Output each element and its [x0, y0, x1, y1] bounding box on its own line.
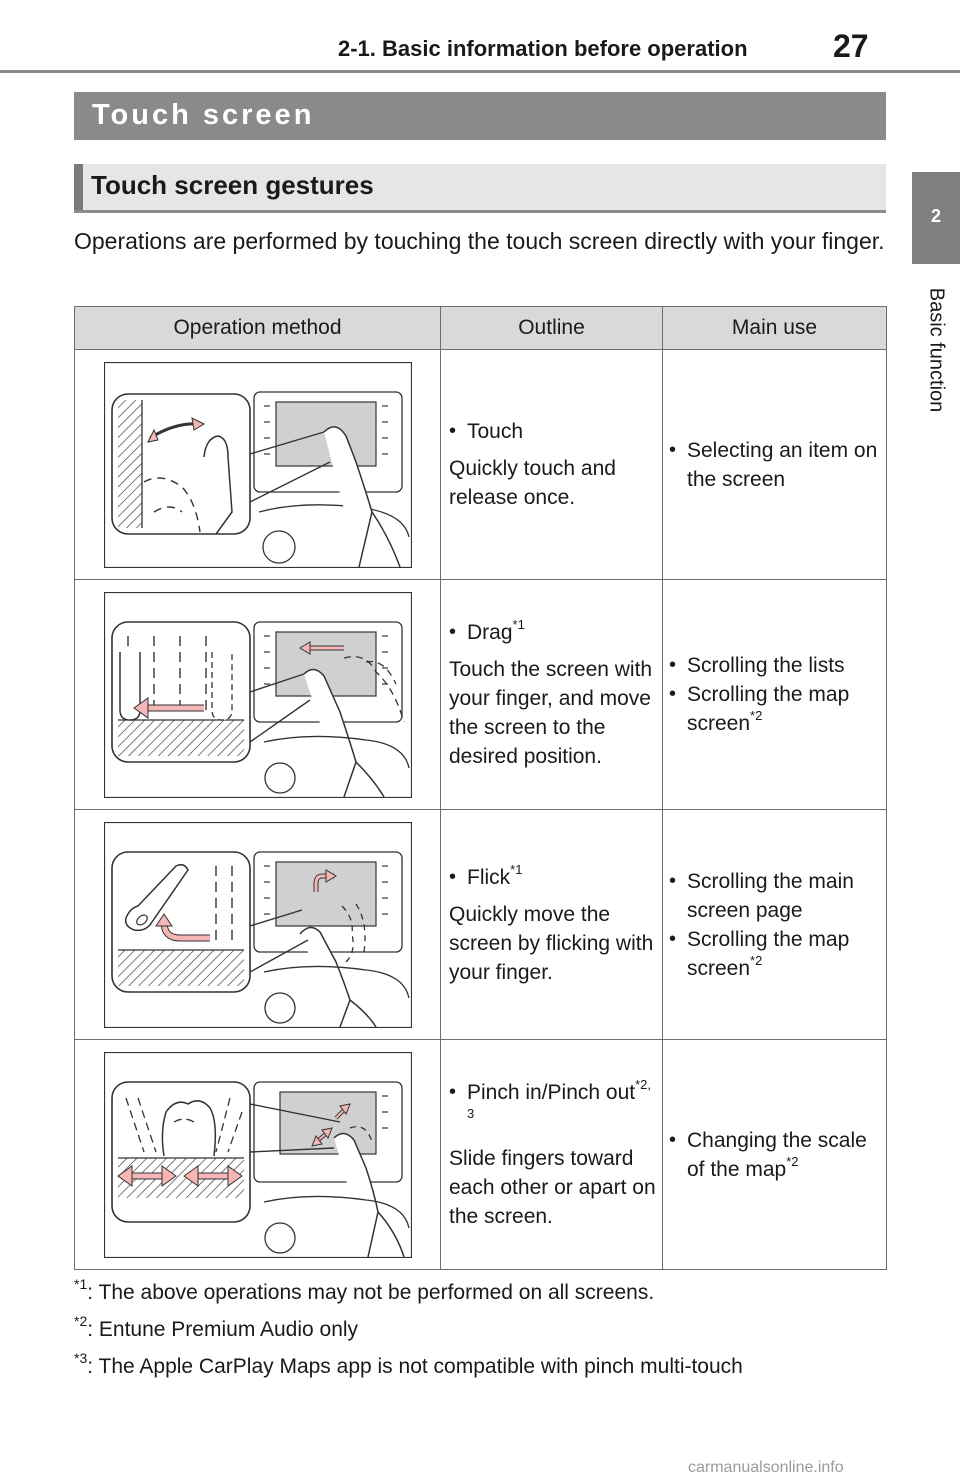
header-main-use: Main use — [663, 307, 887, 350]
touch-gesture-illustration — [104, 362, 412, 568]
table-row — [75, 1040, 887, 1270]
bullet-icon: • — [669, 927, 677, 950]
gesture-name: • Pinch in/Pinch out$^{*2, 3}$ — [449, 1077, 652, 1121]
operation-method-cell — [75, 580, 441, 810]
main-use-item: • Scrolling the main screen page — [669, 867, 880, 925]
chapter-tab-label: Basic function — [925, 287, 948, 413]
subsection-title: Touch screen gestures — [91, 170, 374, 200]
bullet-icon: • — [669, 1128, 677, 1151]
bullet-icon: • — [669, 654, 677, 676]
watermark: carmanualsonline.info — [688, 1459, 844, 1476]
intro-paragraph: Operations are performed by touching the touch screen directly with your finger. — [74, 228, 885, 254]
drag-gesture-illustration — [104, 592, 412, 798]
chapter-tab[interactable] — [912, 172, 960, 264]
gesture-description: Slide fingers toward each other or apart on the screen. — [449, 1147, 656, 1228]
main-use-item: • Selecting an item on the screen — [669, 436, 880, 494]
main-use-item: • Scrolling the map screen$^{*2}$ — [669, 680, 880, 738]
bullet-icon: • — [669, 683, 677, 705]
footnote: $^{*3}$: The Apple CarPlay Maps app is not compatible with pinch multi-touch — [74, 1350, 743, 1378]
main-use-item: • Changing the scale of the map$^{*2}$ — [669, 1126, 880, 1184]
gesture-description: Quickly touch and release once. — [449, 457, 616, 509]
outline-cell — [441, 350, 663, 580]
main-use-cell — [663, 350, 887, 580]
bullet-icon: • — [449, 1081, 457, 1103]
section-heading-bar — [74, 92, 886, 140]
table-row — [75, 350, 887, 580]
bullet-icon: • — [669, 438, 677, 461]
header-rule — [0, 70, 960, 73]
footnote: $^{*1}$: The above operations may not be performed on all screens. — [74, 1276, 655, 1304]
footnote: $^{*2}$: Entune Premium Audio only — [74, 1313, 359, 1341]
main-use-item: • Scrolling the lists — [669, 651, 880, 680]
main-use-cell — [663, 1040, 887, 1270]
header-outline: Outline — [441, 307, 663, 350]
table-row — [75, 580, 887, 810]
chapter-tab-number: 2 — [930, 206, 941, 226]
chapter-header: 2-1. Basic information before operation — [338, 36, 748, 61]
operation-method-cell — [75, 810, 441, 1040]
outline-cell — [441, 1040, 663, 1270]
main-use-cell — [663, 580, 887, 810]
gesture-name: • Drag$^{*1}$ — [449, 618, 656, 647]
footnotes — [74, 1276, 894, 1391]
bullet-icon: • — [669, 869, 677, 892]
gestures-table — [74, 306, 887, 1270]
main-use-item: • Scrolling the map screen$^{*2}$ — [669, 925, 880, 983]
gesture-description: Touch the screen with your finger, and move the screen to the desired position. — [449, 658, 653, 768]
gesture-name: • Flick$^{*1}$ — [449, 863, 656, 892]
outline-cell — [441, 810, 663, 1040]
page-number: 27 — [833, 28, 869, 64]
subsection-heading-bar — [74, 164, 886, 210]
table-row — [75, 810, 887, 1040]
operation-method-cell — [75, 1040, 441, 1270]
pinch-gesture-illustration — [104, 1052, 412, 1258]
subsection-rule — [74, 210, 886, 213]
bullet-icon: • — [449, 420, 457, 442]
flick-gesture-illustration — [104, 822, 412, 1028]
bullet-icon: • — [449, 865, 457, 888]
outline-cell — [441, 580, 663, 810]
bullet-icon: • — [449, 621, 457, 643]
gesture-description: Quickly move the screen by flicking with your finger. — [449, 902, 654, 984]
gesture-name: • Touch — [449, 417, 656, 446]
section-title: Touch screen — [92, 99, 315, 131]
operation-method-cell — [75, 350, 441, 580]
main-use-cell — [663, 810, 887, 1040]
header-operation-method: Operation method — [75, 307, 441, 350]
table-header-row — [75, 307, 887, 350]
